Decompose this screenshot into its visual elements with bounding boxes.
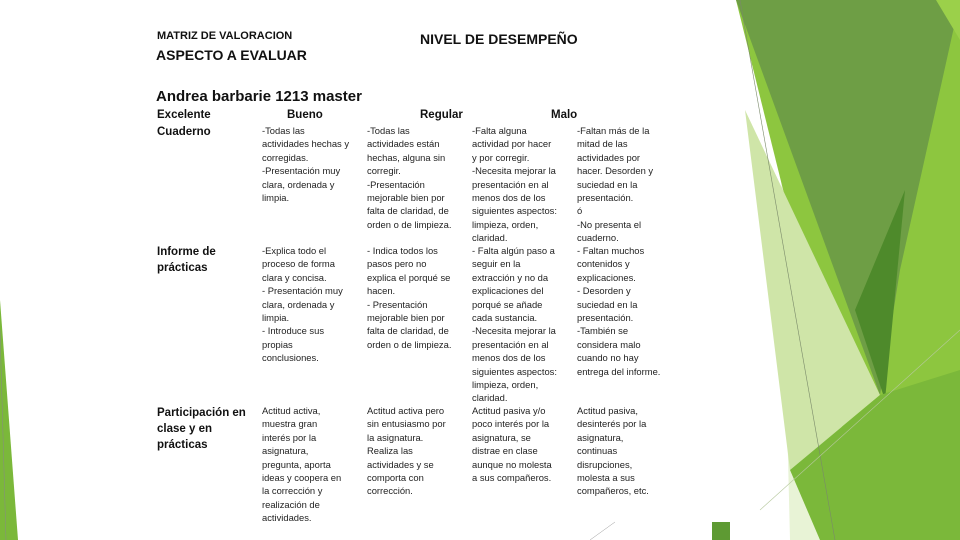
cell-cuaderno-malo: -Falta alguna actividad por hacer y por corregir. -Necesita mejorar la presentación en al menos dos de los siguientes aspectos: limpieza, orden, claridad. xyxy=(472,125,557,244)
cell-cuaderno-bueno: -Todas las actividades hechas y corregidas. -Presentación muy clara, ordenada y limpia. xyxy=(262,125,350,204)
row-aspect-participacion: Participación en clase y en prácticas xyxy=(157,407,246,451)
column-header-bueno: Bueno xyxy=(287,109,323,121)
cell-informe-malo: - Falta algún paso a seguir en la extracción y no da explicaciones del porqué se añade cada sustancia. -Necesita mejorar la presentación en al menos dos de los siguientes aspectos: limpieza, orden, claridad. xyxy=(472,245,557,404)
column-header-excelente: Excelente xyxy=(157,109,211,121)
row-aspect-cuaderno: Cuaderno xyxy=(157,126,211,138)
cell-participacion-malo: Actitud pasiva y/o poco interés por la asignatura, se distrae en clase aunque no molesta a sus compañeros. xyxy=(472,405,552,484)
cell-informe-bueno: -Explica todo el proceso de forma clara y concisa. - Presentación muy clara, ordenada y limpia. - Introduce sus propias conclusiones. xyxy=(262,245,343,364)
author-line: Andrea barbarie 1213 master xyxy=(156,88,362,105)
cell-participacion-bueno: Actitud activa, muestra gran interés por la asignatura, pregunta, aporta ideas y coopera en la corrección y realización de actividades. xyxy=(262,405,342,524)
cell-participacion-regular: Actitud activa pero sin entusiasmo por la asignatura. Realiza las actividades y se comporta con corrección. xyxy=(367,405,446,497)
column-header-malo: Malo xyxy=(551,109,578,121)
cell-cuaderno-regular: -Todas las actividades están hechas, alguna sin corregir. -Presentación mejorable bien por falta de claridad, de orden o de limpieza. xyxy=(367,125,452,230)
row-aspect-informe: Informe de prácticas xyxy=(157,246,216,274)
level-title: NIVEL DE DESEMPEÑO xyxy=(420,31,578,47)
bottom-thin-line xyxy=(590,522,615,540)
cell-participacion-extra: Actitud pasiva, desinterés por la asignatura, continuas disrupciones, molesta a sus compañeros, etc. xyxy=(577,405,649,497)
cell-informe-extra: - Faltan muchos contenidos y explicaciones. - Desorden y suciedad en la presentación. -También se considera malo cuando no hay entrega del informe. xyxy=(577,245,661,377)
matrix-title: MATRIZ DE VALORACION xyxy=(157,30,293,42)
aspect-title: ASPECTO A EVALUAR xyxy=(156,47,307,63)
cell-cuaderno-extra: -Faltan más de la mitad de las actividades por hacer. Desorden y suciedad en la presentación. ó -No presenta el cuaderno. xyxy=(577,125,654,244)
right-small-square xyxy=(712,522,730,540)
cell-informe-regular: - Indica todos los pasos pero no explica el porqué se hacen. - Presentación mejorable bien por falta de claridad, de orden o de limpieza. xyxy=(367,245,452,350)
column-header-regular: Regular xyxy=(420,109,463,121)
